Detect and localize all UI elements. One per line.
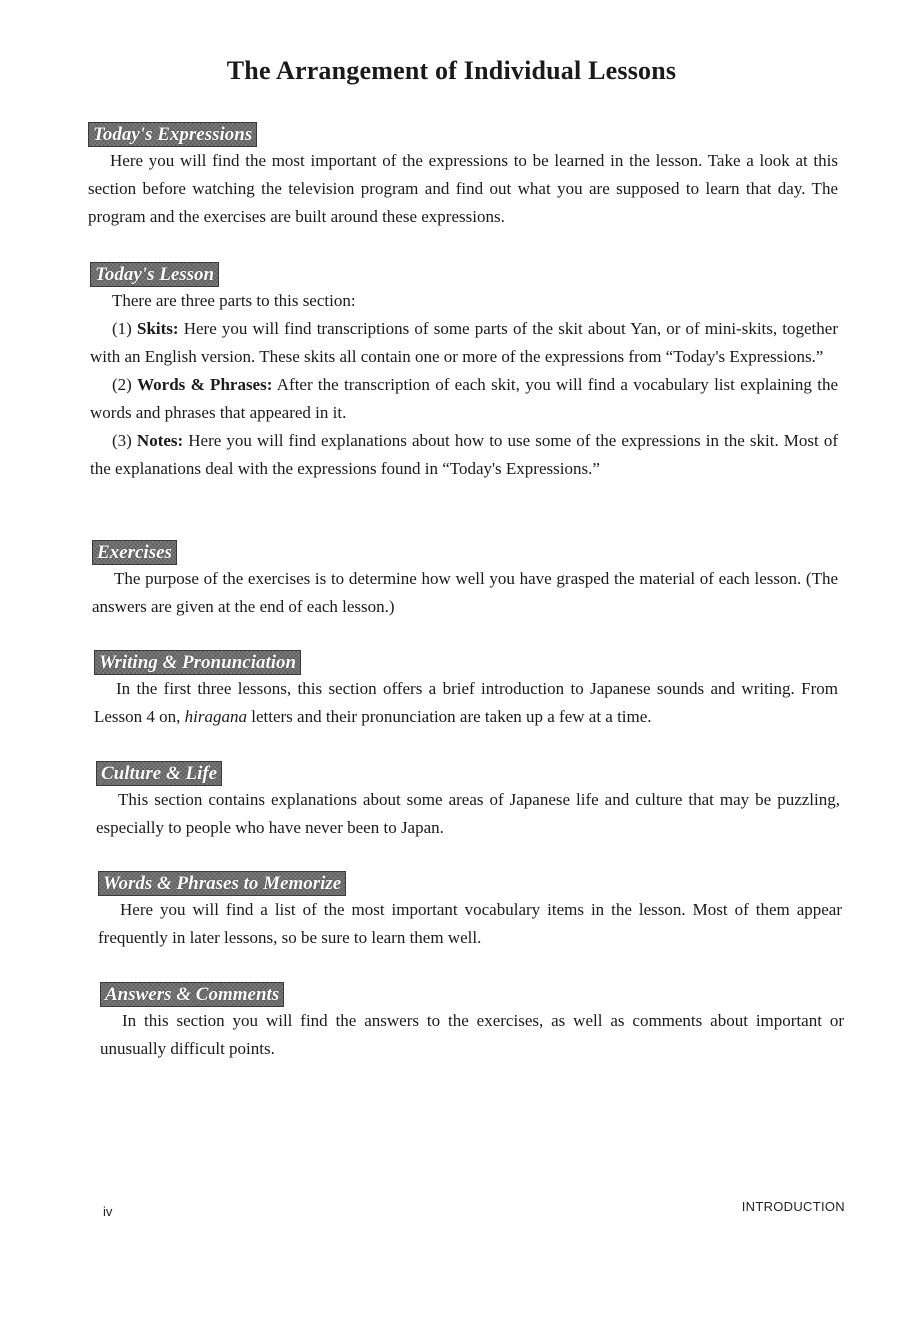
- section-culture-life: [0, 761, 840, 842]
- section-paragraph-notes: [90, 427, 838, 483]
- italic-term: hiragana: [184, 707, 248, 726]
- section-paragraph: There are three parts to this section:: [112, 291, 356, 310]
- item-text: Here you will find transcriptions of some parts of the skit about Yan, or of mini-skits, together with an English version. These skits all contain one or more of the expressions from “Today's Expressions.”: [90, 319, 838, 366]
- section-paragraph-skits: [90, 315, 838, 371]
- section-words-phrases-memorize: [0, 871, 842, 952]
- section-paragraph: In this section you will find the answers to the exercises, as well as comments about important or unusually difficult points.: [100, 1011, 844, 1058]
- item-term: Notes:: [136, 431, 184, 450]
- item-term: Skits:: [136, 319, 179, 338]
- section-paragraph: Here you will find a list of the most important vocabulary items in the lesson. Most of them appear frequently in later lessons, so be sure to learn them well.: [98, 900, 842, 947]
- item-number: (1): [112, 319, 137, 338]
- section-todays-lesson: [0, 262, 838, 483]
- section-paragraph: [94, 675, 838, 731]
- section-answers-comments: [0, 982, 844, 1063]
- section-writing-pronunciation: [0, 650, 838, 731]
- section-label: Answers & Comments: [100, 982, 284, 1007]
- paragraph-text: letters and their pronunciation are taken up a few at a time.: [247, 707, 652, 726]
- item-number: (3): [112, 431, 137, 450]
- page-number: iv: [103, 1204, 113, 1219]
- section-paragraph: The purpose of the exercises is to determine how well you have grasped the material of each lesson. (The answers are given at the end of each lesson.): [92, 569, 838, 616]
- running-head: INTRODUCTION: [741, 1199, 845, 1214]
- item-text: Here you will find explanations about how to use some of the expressions in the skit. Most of the explanations deal with the expressions found in “Today's Expressions.”: [90, 431, 838, 478]
- section-todays-expressions: [0, 122, 838, 231]
- section-label: Today's Expressions: [88, 122, 257, 147]
- section-paragraph: This section contains explanations about some areas of Japanese life and culture that may be puzzling, especially to people who have never been to Japan.: [96, 790, 840, 837]
- section-paragraph-words-phrases: [90, 371, 838, 427]
- section-label: Culture & Life: [96, 761, 222, 786]
- item-term: Words & Phrases:: [137, 375, 273, 394]
- page-title: The Arrangement of Individual Lessons: [226, 56, 677, 85]
- item-number: (2): [112, 375, 138, 394]
- section-label: Writing & Pronunciation: [94, 650, 301, 675]
- section-exercises: [0, 540, 838, 621]
- item-text: After the transcription of each skit, you will find a vocabulary list explaining the words and phrases that appeared in it.: [90, 375, 838, 422]
- paragraph-text: In the first three lessons, this section offers a brief introduction to Japanese sounds and writing. From Lesson 4 on,: [94, 679, 838, 726]
- section-paragraph: Here you will find the most important of the expressions to be learned in the lesson. Take a look at this section before watching the television program and find out what you are supposed to learn that day. The program and the exercises are built around these expressions.: [88, 151, 838, 226]
- section-label: Today's Lesson: [90, 262, 219, 287]
- section-label: Exercises: [92, 540, 177, 565]
- section-label: Words & Phrases to Memorize: [98, 871, 346, 896]
